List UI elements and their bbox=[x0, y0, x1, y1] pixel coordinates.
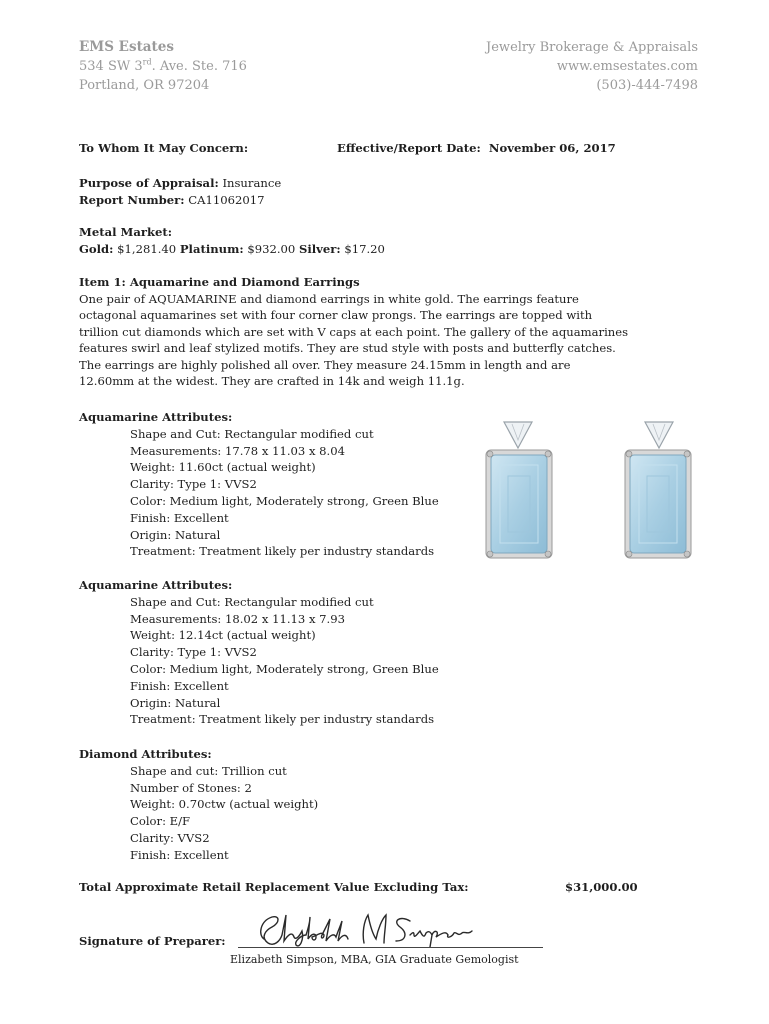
attribute-row: Finish: Excellent bbox=[130, 678, 229, 693]
item-description-line: octagonal aquamarines set with four corner claw prongs. The earrings are topped with bbox=[79, 308, 593, 322]
purpose-value: Insurance bbox=[222, 176, 282, 190]
trillion-diamond bbox=[645, 422, 673, 448]
diamond-attributes bbox=[79, 746, 318, 864]
company-website: www.emsestates.com bbox=[556, 59, 698, 74]
item-description-line: trillion cut diamonds which are set with V caps at each point. The gallery of the aquamarines bbox=[79, 324, 629, 339]
aquamarine-attributes-1 bbox=[79, 409, 439, 560]
attribute-row: Measurements: 18.02 x 11.13 x 7.93 bbox=[130, 611, 345, 626]
report-number-row bbox=[79, 192, 719, 209]
signature-label: Signature of Preparer: bbox=[79, 934, 226, 948]
gold-label: Gold: bbox=[79, 241, 114, 256]
item-title: Item 1: Aquamarine and Diamond Earrings bbox=[79, 275, 360, 289]
appraisal-info bbox=[79, 175, 719, 208]
silver-value: $17.20 bbox=[344, 241, 385, 256]
metal-market-heading: Metal Market: bbox=[79, 225, 173, 239]
report-date-label: Effective/Report Date: bbox=[337, 141, 481, 155]
item-section bbox=[79, 274, 719, 390]
attribute-row: Origin: Natural bbox=[130, 527, 221, 542]
report-number-value: CA11062017 bbox=[188, 192, 265, 207]
attribute-row: Finish: Excellent bbox=[130, 510, 229, 525]
trillion-diamond bbox=[504, 422, 532, 448]
attribute-row: Treatment: Treatment likely per industry standards bbox=[130, 544, 435, 559]
attribute-row: Origin: Natural bbox=[130, 695, 221, 710]
item-description-line: The earrings are highly polished all over. They measure 24.15mm in length and are bbox=[79, 357, 571, 372]
aquamarine-stone bbox=[491, 455, 547, 553]
attribute-row: Treatment: Treatment likely per industry standards bbox=[130, 712, 435, 727]
attribute-row: Shape and Cut: Rectangular modified cut bbox=[130, 594, 374, 609]
attribute-row: Measurements: 17.78 x 11.03 x 8.04 bbox=[130, 443, 345, 458]
diamond-attributes-title: Diamond Attributes: bbox=[79, 747, 212, 761]
item-description-line: features swirl and leaf stylized motifs. They are stud style with posts and butterfly catches. bbox=[79, 341, 616, 355]
attribute-row: Color: Medium light, Moderately strong, Green Blue bbox=[130, 493, 439, 508]
total-value-label: Total Approximate Retail Replacement Value Excluding Tax: bbox=[79, 880, 469, 894]
attribute-row: Shape and Cut: Rectangular modified cut bbox=[130, 426, 374, 441]
handwritten-signature bbox=[250, 905, 480, 953]
company-phone: (503)-444-7498 bbox=[596, 78, 698, 93]
report-date bbox=[337, 141, 616, 155]
aquamarine-attributes-title: Aquamarine Attributes: bbox=[79, 578, 233, 592]
salutation: To Whom It May Concern: bbox=[79, 141, 249, 155]
attribute-row: Color: Medium light, Moderately strong, Green Blue bbox=[130, 661, 439, 676]
silver-label: Silver: bbox=[298, 241, 341, 256]
attribute-row: Weight: 12.14ct (actual weight) bbox=[130, 628, 316, 643]
metal-prices-row bbox=[79, 241, 719, 258]
purpose-row bbox=[79, 175, 719, 192]
letterhead bbox=[79, 38, 698, 98]
company-name: EMS Estates bbox=[79, 39, 174, 55]
attribute-row: Weight: 11.60ct (actual weight) bbox=[130, 460, 316, 475]
attribute-row: Finish: Excellent bbox=[130, 847, 229, 862]
total-value-amount: $31,000.00 bbox=[565, 880, 638, 894]
metal-market bbox=[79, 224, 719, 257]
aquamarine-attributes-2 bbox=[79, 577, 439, 728]
company-tagline: Jewelry Brokerage & Appraisals bbox=[486, 40, 698, 55]
signature-printed-name: Elizabeth Simpson, MBA, GIA Graduate Gemologist bbox=[230, 953, 519, 966]
attribute-row: Clarity: Type 1: VVS2 bbox=[130, 477, 257, 492]
address-street-number: 534 SW 3 bbox=[79, 59, 143, 74]
attribute-row: Number of Stones: 2 bbox=[130, 780, 252, 795]
report-number-label: Report Number: bbox=[79, 192, 185, 207]
attribute-row: Clarity: VVS2 bbox=[130, 830, 210, 845]
earring-photo-left bbox=[478, 418, 560, 563]
attribute-row: Weight: 0.70ctw (actual weight) bbox=[130, 797, 319, 812]
company-info bbox=[79, 38, 247, 95]
purpose-label: Purpose of Appraisal: bbox=[79, 176, 219, 190]
address-ordinal-sup: rd bbox=[142, 57, 152, 67]
platinum-label: Platinum: bbox=[179, 241, 244, 256]
company-address-line1 bbox=[79, 57, 247, 76]
platinum-value: $932.00 bbox=[247, 241, 296, 256]
address-street-rest: . Ave. Ste. 716 bbox=[151, 59, 247, 74]
gold-value: $1,281.40 bbox=[117, 241, 177, 256]
signature-line bbox=[238, 947, 543, 948]
company-contact bbox=[486, 38, 698, 95]
aquamarine-stone bbox=[630, 455, 686, 553]
report-date-value: November 06, 2017 bbox=[488, 141, 616, 155]
item-description-line: 12.60mm at the widest. They are crafted in 14k and weigh 11.1g. bbox=[79, 374, 465, 388]
attribute-row: Shape and cut: Trillion cut bbox=[130, 763, 287, 778]
total-value-row bbox=[79, 880, 639, 894]
attribute-row: Color: E/F bbox=[130, 814, 191, 829]
company-address-line2: Portland, OR 97204 bbox=[79, 78, 210, 93]
item-description-line: One pair of AQUAMARINE and diamond earrings in white gold. The earrings feature bbox=[79, 291, 579, 306]
earring-photo-right bbox=[617, 418, 699, 563]
attribute-row: Clarity: Type 1: VVS2 bbox=[130, 645, 257, 660]
aquamarine-attributes-title: Aquamarine Attributes: bbox=[79, 410, 233, 424]
